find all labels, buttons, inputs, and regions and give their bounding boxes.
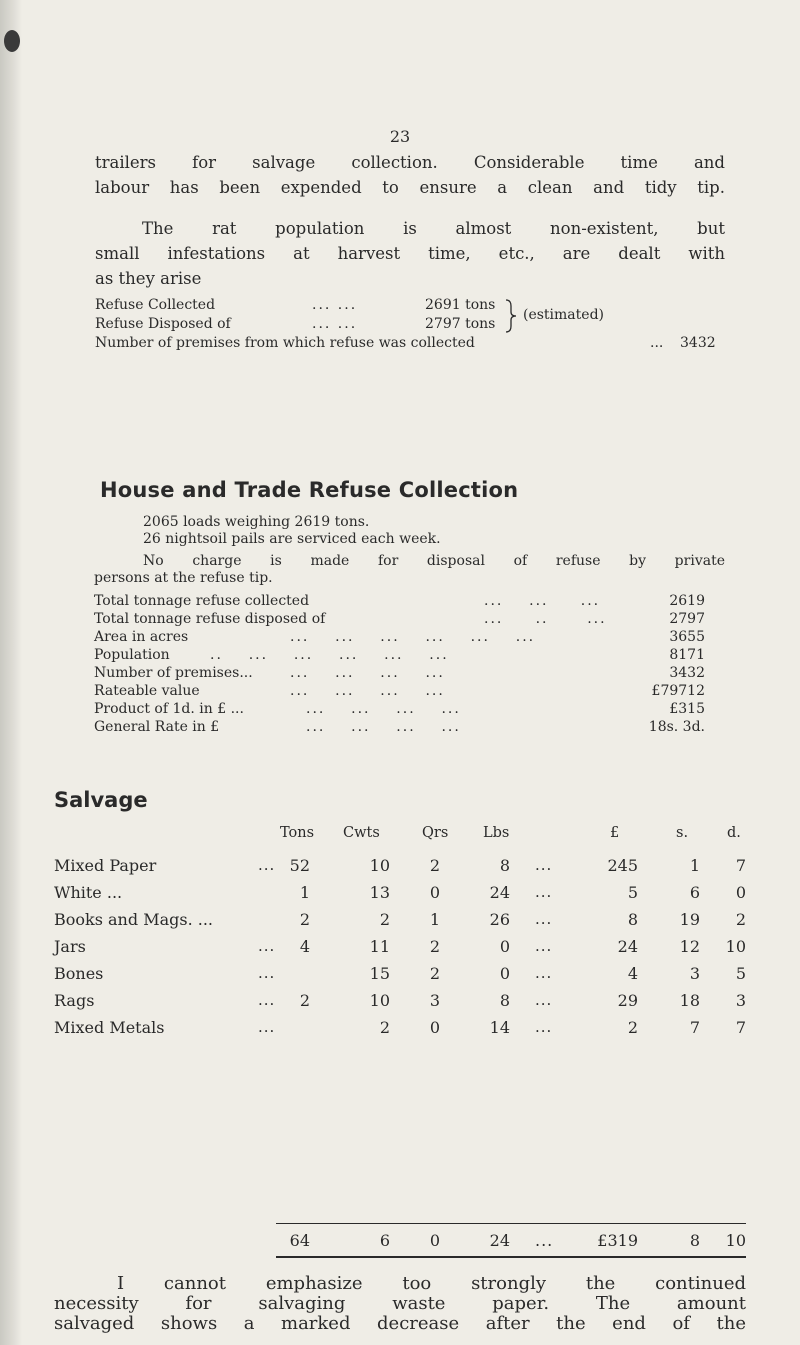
total-shillings: 8 [689, 1231, 700, 1250]
total-rule-bottom [276, 1256, 746, 1258]
salvage-cell-pence: 7 [735, 1018, 746, 1037]
salvage-row-label: Rags [54, 991, 95, 1010]
total-rule-top [276, 1223, 746, 1224]
salvage-cell-qrs: 1 [429, 910, 440, 929]
col-head-cwts: Cwts [343, 825, 380, 841]
salvage-cell-cwts: 11 [369, 937, 390, 956]
salvage-cell-lbs: 0 [499, 964, 510, 983]
salvage-cell-shillings: 19 [679, 910, 700, 929]
salvage-row-mid-dots: ... [535, 991, 553, 1009]
summary-value: £79712 [651, 683, 705, 699]
salvage-cell-cwts: 10 [369, 991, 390, 1010]
summary-value: 3432 [669, 665, 705, 681]
page-number: 23 [389, 127, 411, 146]
salvage-row-mid-dots: ... [535, 1018, 553, 1036]
tip-stat-collected [95, 297, 215, 313]
salvage-cell-qrs: 2 [429, 964, 440, 983]
total-cwts: 6 [379, 1231, 390, 1250]
tip-stat-value: 2691 tons [425, 297, 496, 313]
intro-line-2: labour has been expended to ensure a clean and tidy tip. [95, 178, 725, 197]
total-qrs: 0 [429, 1231, 440, 1250]
salvage-row-leader-dots: ... [258, 991, 276, 1009]
salvage-cell-tons: 4 [299, 937, 310, 956]
salvage-row-mid-dots: ... [535, 910, 553, 928]
salvage-cell-pounds: 29 [617, 991, 638, 1010]
summary-label: Total tonnage refuse collected [94, 593, 310, 609]
summary-dots: ... ... ... ... [306, 701, 461, 717]
rat-paragraph-line-3: as they arise [95, 269, 202, 288]
salvage-cell-qrs: 0 [429, 1018, 440, 1037]
summary-dots: ... ... ... ... ... ... [290, 629, 536, 645]
salvage-row-leader-dots: ... [258, 937, 276, 955]
summary-value: 2797 [669, 611, 705, 627]
tip-stat-label: Refuse Disposed of [95, 316, 231, 332]
salvage-cell-shillings: 1 [689, 856, 700, 875]
salvage-row-label: Books and Mags. ... [54, 910, 213, 929]
summary-value: 8171 [669, 647, 705, 663]
salvage-cell-shillings: 12 [679, 937, 700, 956]
tip-stat-value: 2797 tons [425, 316, 496, 332]
salvage-row-mid-dots: ... [535, 964, 553, 982]
summary-label: Product of 1d. in £ ... [94, 701, 244, 717]
charge-line-2: persons at the refuse tip. [94, 570, 273, 586]
salvage-title: Salvage [54, 788, 148, 812]
salvage-cell-lbs: 0 [499, 937, 510, 956]
salvage-cell-shillings: 6 [689, 883, 700, 902]
section-title: House and Trade Refuse Collection [100, 478, 519, 502]
col-head-tons: Tons [280, 825, 315, 841]
salvage-cell-tons: 52 [289, 856, 310, 875]
premises-line-label: Number of premises from which refuse was collected [95, 335, 475, 351]
summary-dots: ... ... ... [484, 593, 601, 609]
salvage-cell-pounds: 245 [607, 856, 638, 875]
tip-stat-dots: ... ... [312, 316, 358, 332]
salvage-cell-tons: 2 [299, 991, 310, 1010]
summary-label: General Rate in £ [94, 719, 220, 735]
summary-value: 18s. 3d. [648, 719, 705, 735]
salvage-cell-pence: 0 [735, 883, 746, 902]
summary-dots: .. ... ... ... ... ... [210, 647, 449, 663]
summary-dots: ... ... ... ... [290, 665, 445, 681]
charge-line-1: No charge is made for disposal of refuse by private [143, 553, 725, 569]
total-pence: 10 [725, 1231, 746, 1250]
brace-icon [504, 298, 518, 334]
salvage-row-label: Bones [54, 964, 104, 983]
closing-line-1: I cannot emphasize too strongly the continued [117, 1273, 746, 1294]
total-tons: 64 [289, 1231, 310, 1250]
salvage-cell-lbs: 26 [489, 910, 510, 929]
tip-stat-label: Refuse Collected [95, 297, 216, 313]
summary-label: Population [94, 647, 170, 663]
summary-dots: ... ... ... ... [290, 683, 445, 699]
summary-label: Total tonnage refuse disposed of [94, 611, 326, 627]
salvage-cell-pence: 10 [725, 937, 746, 956]
salvage-cell-pounds: 24 [617, 937, 638, 956]
closing-line-2: necessity for salvaging waste paper. The amount [54, 1293, 746, 1314]
loads-line: 2065 loads weighing 2619 tons. [143, 514, 370, 530]
salvage-cell-cwts: 10 [369, 856, 390, 875]
salvage-row-label: Mixed Metals [54, 1018, 165, 1037]
salvage-row-label: Jars [54, 937, 86, 956]
tip-stat-disposed [95, 316, 231, 332]
salvage-cell-cwts: 13 [369, 883, 390, 902]
salvage-cell-pounds: 8 [627, 910, 638, 929]
closing-line-3: salvaged shows a marked decrease after the end of the [54, 1313, 746, 1334]
salvage-row-leader-dots: ... [258, 1018, 276, 1036]
summary-value: 3655 [669, 629, 705, 645]
salvage-row-mid-dots: ... [535, 856, 553, 874]
premises-line-dots: ... [650, 335, 664, 351]
premises-line-value: 3432 [680, 335, 716, 351]
intro-line-1: trailers for salvage collection. Considerable time and [95, 153, 725, 172]
salvage-cell-shillings: 18 [679, 991, 700, 1010]
salvage-cell-cwts: 15 [369, 964, 390, 983]
summary-dots: ... .. ... [484, 611, 607, 627]
salvage-cell-cwts: 2 [379, 910, 390, 929]
salvage-cell-qrs: 2 [429, 937, 440, 956]
summary-label: Rateable value [94, 683, 200, 699]
salvage-cell-pence: 5 [735, 964, 746, 983]
binding-hole-mark [4, 30, 20, 52]
salvage-row-leader-dots: ... [258, 856, 276, 874]
salvage-cell-lbs: 24 [489, 883, 510, 902]
summary-label: Number of premises... [94, 665, 253, 681]
salvage-cell-shillings: 7 [689, 1018, 700, 1037]
salvage-cell-pence: 3 [735, 991, 746, 1010]
col-head-pence: d. [727, 825, 741, 841]
summary-value: 2619 [669, 593, 705, 609]
tip-note: (estimated) [523, 307, 604, 323]
rat-paragraph-line-2: small infestations at harvest time, etc., are dealt with [95, 244, 725, 263]
page-edge-shadow [0, 0, 22, 1345]
col-head-pounds: £ [610, 825, 620, 841]
summary-label: Area in acres [94, 629, 189, 645]
summary-value: £315 [669, 701, 705, 717]
col-head-qrs: Qrs [422, 825, 449, 841]
salvage-cell-pence: 2 [735, 910, 746, 929]
total-pounds: £319 [597, 1231, 638, 1250]
summary-dots: ... ... ... ... [306, 719, 461, 735]
tip-stat-dots: ... ... [312, 297, 358, 313]
col-head-lbs: Lbs [483, 825, 510, 841]
total-dots: ... [535, 1231, 554, 1250]
salvage-row-leader-dots: ... [258, 964, 276, 982]
salvage-cell-lbs: 14 [489, 1018, 510, 1037]
salvage-row-label: Mixed Paper [54, 856, 157, 875]
salvage-cell-pounds: 4 [627, 964, 638, 983]
salvage-row-mid-dots: ... [535, 883, 553, 901]
total-lbs: 24 [489, 1231, 510, 1250]
salvage-cell-pounds: 5 [627, 883, 638, 902]
rat-paragraph-line-1 [95, 216, 725, 241]
salvage-row-label: White ... [54, 883, 123, 902]
salvage-cell-qrs: 2 [429, 856, 440, 875]
salvage-row-mid-dots: ... [535, 937, 553, 955]
salvage-cell-pounds: 2 [627, 1018, 638, 1037]
salvage-cell-qrs: 0 [429, 883, 440, 902]
salvage-cell-cwts: 2 [379, 1018, 390, 1037]
salvage-cell-tons: 2 [299, 910, 310, 929]
salvage-cell-qrs: 3 [429, 991, 440, 1010]
salvage-cell-pence: 7 [735, 856, 746, 875]
salvage-cell-lbs: 8 [499, 856, 510, 875]
col-head-shillings: s. [676, 825, 689, 841]
salvage-cell-tons: 1 [299, 883, 310, 902]
salvage-cell-shillings: 3 [689, 964, 700, 983]
nightsoil-line: 26 nightsoil pails are serviced each week. [143, 531, 441, 547]
salvage-cell-lbs: 8 [499, 991, 510, 1010]
rat-line-1-text: The rat population is almost non-existent, but [142, 219, 725, 238]
